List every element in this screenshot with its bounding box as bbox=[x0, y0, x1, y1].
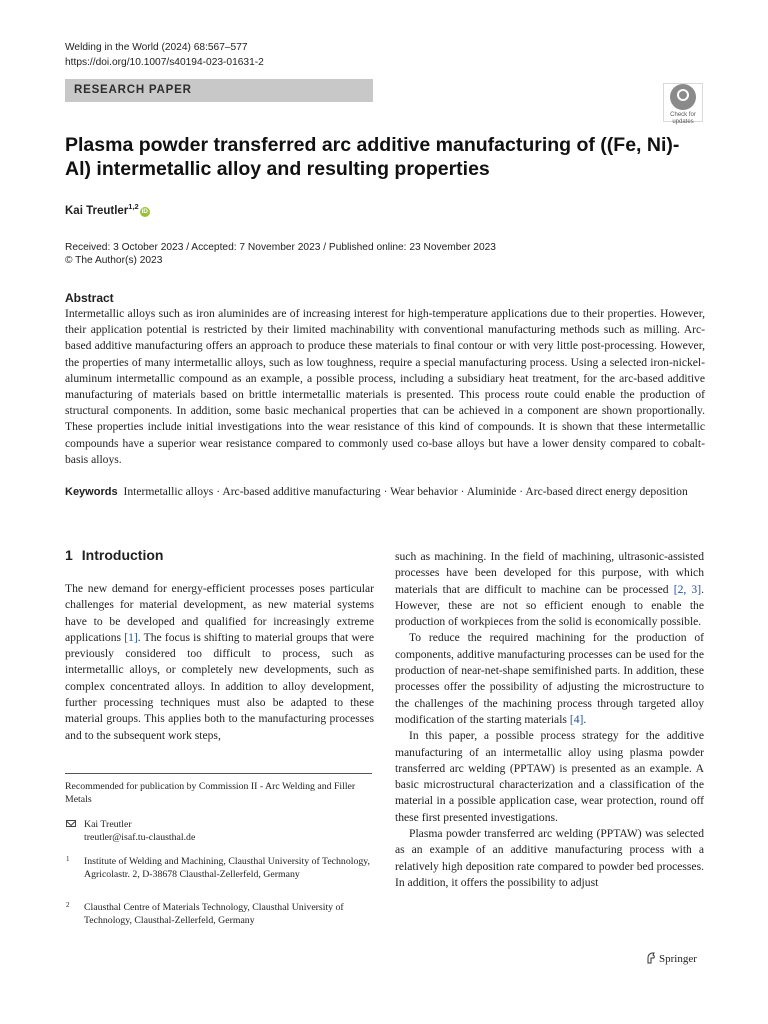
abstract-heading: Abstract bbox=[65, 291, 114, 305]
refresh-icon bbox=[670, 84, 696, 110]
doi-link[interactable]: https://doi.org/10.1007/s40194-023-01631-2 bbox=[65, 57, 264, 68]
history-dates: Received: 3 October 2023 / Accepted: 7 November 2023 / Published online: 23 November 2023 bbox=[65, 242, 496, 253]
text-run: . The focus is shifting to material groups that were previously considered too difficult to process, such as intermetallic alloys, or completely new developments, such as complex concentrated alloys. In addition to alloy development, further processing techniques must also be adapted to these material groups. This applies both to the manufacturing processes and to the subsequent work steps, bbox=[65, 630, 375, 742]
paragraph bbox=[395, 630, 704, 728]
citation-link[interactable]: [2, 3] bbox=[673, 582, 702, 596]
springer-horse-icon bbox=[646, 952, 656, 964]
text-run: . However, these are not so efficient enough to enable the production of workpieces from the solid is economically possible. bbox=[395, 582, 704, 629]
journal-citation: Welding in the World (2024) 68:567–577 bbox=[65, 42, 248, 53]
paragraph: Plasma powder transferred arc welding (PPTAW) was selected as an example of an additive manufacturing process with a relatively high deposition rate compared to powder bed processes. In addition, it offers the possibility to adjust bbox=[395, 827, 704, 889]
copyright: © The Author(s) 2023 bbox=[65, 255, 163, 266]
corresponding-author bbox=[84, 818, 195, 844]
section-number: 1 bbox=[65, 547, 73, 563]
check-for-updates[interactable] bbox=[663, 84, 703, 126]
journal-info bbox=[65, 40, 264, 70]
paragraph bbox=[395, 549, 704, 630]
body-column-left bbox=[65, 581, 374, 744]
citation-link[interactable]: [4] bbox=[569, 712, 584, 726]
orcid-icon[interactable]: iD bbox=[141, 207, 148, 215]
publisher-name: Springer bbox=[659, 953, 697, 965]
paragraph bbox=[65, 581, 374, 744]
article-type-label: RESEARCH PAPER bbox=[74, 84, 192, 96]
citation-link[interactable]: [1] bbox=[124, 630, 138, 644]
affiliation-1: Institute of Welding and Machining, Clausthal University of Technology, Agricolastr. 2, D-38678 Clausthal-Zellerfeld, Germany bbox=[84, 856, 370, 881]
text-run: such as machining. In the field of machining, ultrasonic-assisted processes have been developed for this purpose, with which materials that are difficult to machine can be processed bbox=[395, 550, 704, 596]
affiliation-number: 1 bbox=[66, 855, 70, 863]
affiliation-number: 2 bbox=[66, 901, 70, 909]
paragraph: In this paper, a possible process strategy for the additive manufacturing of an intermetallic alloy using plasma powder transferred arc welding (PPTAW) is presented as an example. A basic microstructural characterization and a classification of the material in a possible application case, wear protection, round off these first presented investigations. bbox=[395, 729, 704, 824]
check-for-updates-label: Check for updates bbox=[670, 112, 696, 125]
recommendation-note: Recommended for publication by Commission II - Arc Welding and Filler Metals bbox=[65, 781, 356, 806]
author-name: Kai Treutler bbox=[65, 204, 129, 217]
author-affiliation-marks: 1,2 bbox=[128, 202, 139, 211]
affiliation-2: Clausthal Centre of Materials Technology, Clausthal University of Technology, Clausthal-Zellerfeld, Germany bbox=[84, 902, 344, 927]
keywords-label: Keywords bbox=[65, 486, 118, 498]
footnote-divider bbox=[65, 773, 372, 774]
article-type-banner bbox=[65, 79, 373, 102]
publisher-logo bbox=[646, 952, 697, 965]
publication-dates bbox=[65, 241, 496, 267]
abstract-text: Intermetallic alloys such as iron aluminides are of increasing interest for high-temperature applications due to their properties. However, their application potential is restricted by their limited machinability with conventional manufacturing methods such as milling. Arc-based additive manufacturing offers an approach to produce these materials to final contour or with very little post-processing. However, the properties of many intermetallic alloys, such as low toughness, require a special manufacturing process. Using a selected iron-nickel-aluminum intermetallic compound as an example, a possible process, including a subsidiary heat treatment, for the arc-based additive manufacturing of materials based on brittle intermetallic materials is presented. This process route could enable the production of structural components. In addition, some basic mechanical properties that can be achieved in a component are shown proportionally. These properties include initial investigations into the wear resistance of this kind of compounds. It is shown that these intermetallic compounds have a superior wear resistance compared to commonly used co-base alloys but have a lower density compared to cobalt-basis alloys. bbox=[65, 307, 705, 466]
contact-name: Kai Treutler bbox=[84, 819, 132, 830]
section-heading-introduction bbox=[65, 547, 163, 563]
body-column-right bbox=[395, 549, 704, 891]
text-run: The new demand for energy-efficient processes poses particular challenges for material development, as new material systems have to be developed and qualified for increasingly extreme applications bbox=[65, 582, 374, 644]
text-run: To reduce the required machining for the production of components, additive manufacturing processes can be used for the production of near-net-shape semifinished parts. In addition, these processes offer the possibility of adjusting the microstructure to the challenges of the machining process through targeted alloy modification of the starting materials bbox=[395, 631, 704, 726]
paper-title: Plasma powder transferred arc additive manufacturing of ((Fe, Ni)-Al) intermetallic alloy and resulting properties bbox=[65, 134, 680, 180]
section-title: Introduction bbox=[81, 547, 164, 563]
keywords-list: Intermetallic alloys · Arc-based additive manufacturing · Wear behavior · Aluminide · Arc-based direct energy deposition bbox=[123, 485, 688, 498]
author-line bbox=[65, 202, 150, 217]
keywords bbox=[65, 484, 705, 500]
contact-email[interactable]: treutler@isaf.tu-clausthal.de bbox=[84, 832, 196, 844]
text-run: . bbox=[583, 712, 587, 726]
envelope-icon bbox=[66, 820, 76, 827]
